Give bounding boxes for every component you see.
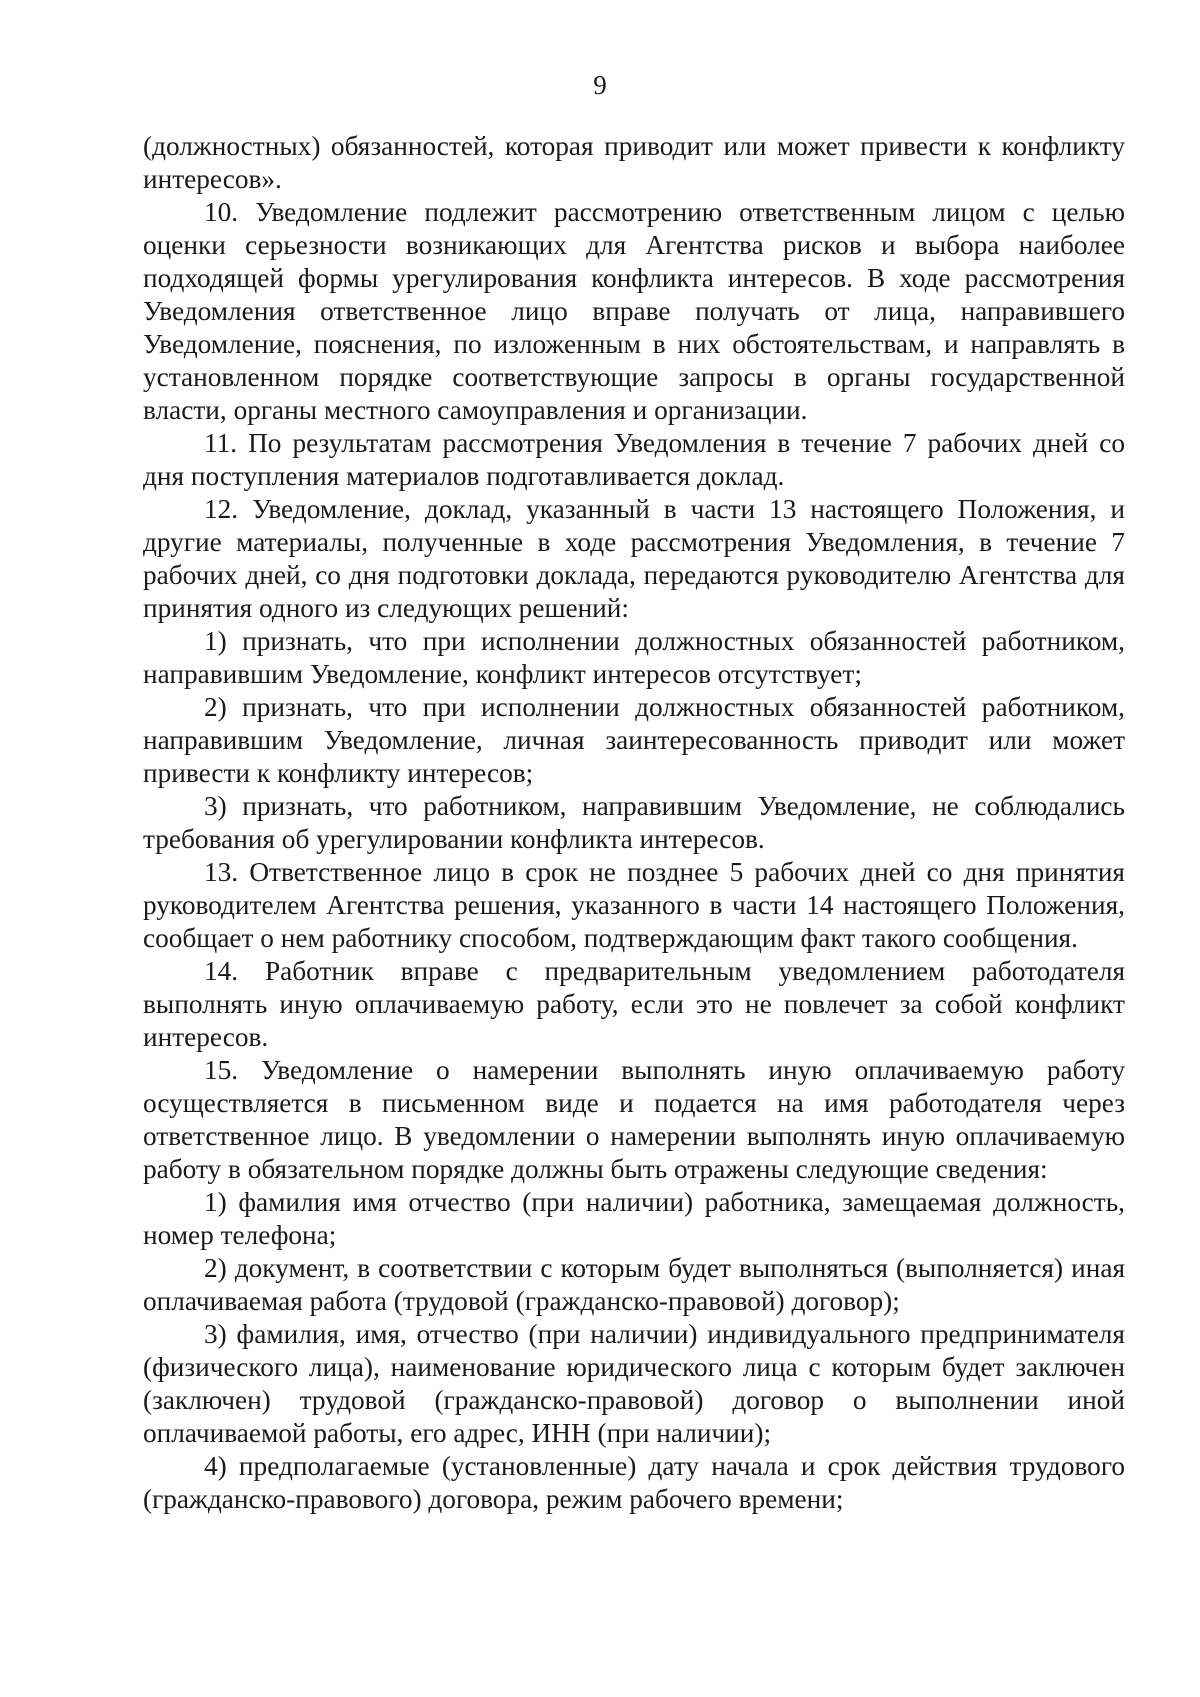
page-number: 9 xyxy=(593,70,607,100)
paragraph-15: 15. Уведомление о намерении выполнять иную оплачиваемую работу осуществляется в письменном виде и подается на имя работодателя через ответственное лицо. В уведомлении о намерении выполнять иную оплачиваемую работу в обязательном порядке должны быть отражены следующие сведения: xyxy=(143,1055,1125,1184)
paragraph-13: 13. Ответственное лицо в срок не позднее 5 рабочих дней со дня принятия руководителем Агентства решения, указанного в части 14 настоящего Положения, сообщает о нем работнику способом, подтверждающим факт такого сообщения. xyxy=(143,857,1125,953)
paragraph-15-item-4: 4) предполагаемые (установленные) дату начала и срок действия трудового (гражданско-правового) договора, режим рабочего времени; xyxy=(143,1451,1125,1514)
paragraph-12-item-1: 1) признать, что при исполнении должностных обязанностей работником, направившим Уведомление, конфликт интересов отсутствует; xyxy=(143,626,1125,689)
paragraph-12: 12. Уведомление, доклад, указанный в части 13 настоящего Положения, и другие материалы, полученные в ходе рассмотрения Уведомления, в течение 7 рабочих дней, со дня подготовки доклада, передаются руководителю Агентства для принятия одного из следующих решений: xyxy=(143,494,1125,623)
paragraph-12-item-3: 3) признать, что работником, направившим Уведомление, не соблюдались требования об урегулировании конфликта интересов. xyxy=(143,791,1125,854)
paragraph-15-item-1: 1) фамилия имя отчество (при наличии) работника, замещаемая должность, номер телефона; xyxy=(143,1187,1125,1250)
paragraph-12-item-2: 2) признать, что при исполнении должностных обязанностей работником, направившим Уведомление, личная заинтересованность приводит или может привести к конфликту интересов; xyxy=(143,692,1125,788)
paragraph-continuation: (должностных) обязанностей, которая приводит или может привести к конфликту интересов». xyxy=(143,131,1125,194)
paragraph-14: 14. Работник вправе с предварительным уведомлением работодателя выполнять иную оплачиваемую работу, если это не повлечет за собой конфликт интересов. xyxy=(143,956,1125,1052)
paragraph-10: 10. Уведомление подлежит рассмотрению ответственным лицом с целью оценки серьезности возникающих для Агентства рисков и выбора наиболее подходящей формы урегулирования конфликта интересов. В ходе рассмотрения Уведомления ответственное лицо вправе получать от лица, направившего Уведомление, пояснения, по изложенным в них обстоятельствам, и направлять в установленном порядке соответствующие запросы в органы государственной власти, органы местного самоуправления и организации. xyxy=(143,197,1125,425)
document-body xyxy=(143,130,1125,1516)
paragraph-11: 11. По результатам рассмотрения Уведомления в течение 7 рабочих дней со дня поступления материалов подготавливается доклад. xyxy=(143,428,1125,491)
paragraph-15-item-3: 3) фамилия, имя, отчество (при наличии) индивидуального предпринимателя (физического лица), наименование юридического лица с которым будет заключен (заключен) трудовой (гражданско-правовой) договор о выполнении иной оплачиваемой работы, его адрес, ИНН (при наличии); xyxy=(143,1319,1125,1448)
paragraph-15-item-2: 2) документ, в соответствии с которым будет выполняться (выполняется) иная оплачиваемая работа (трудовой (гражданско-правовой) договор); xyxy=(143,1253,1125,1316)
